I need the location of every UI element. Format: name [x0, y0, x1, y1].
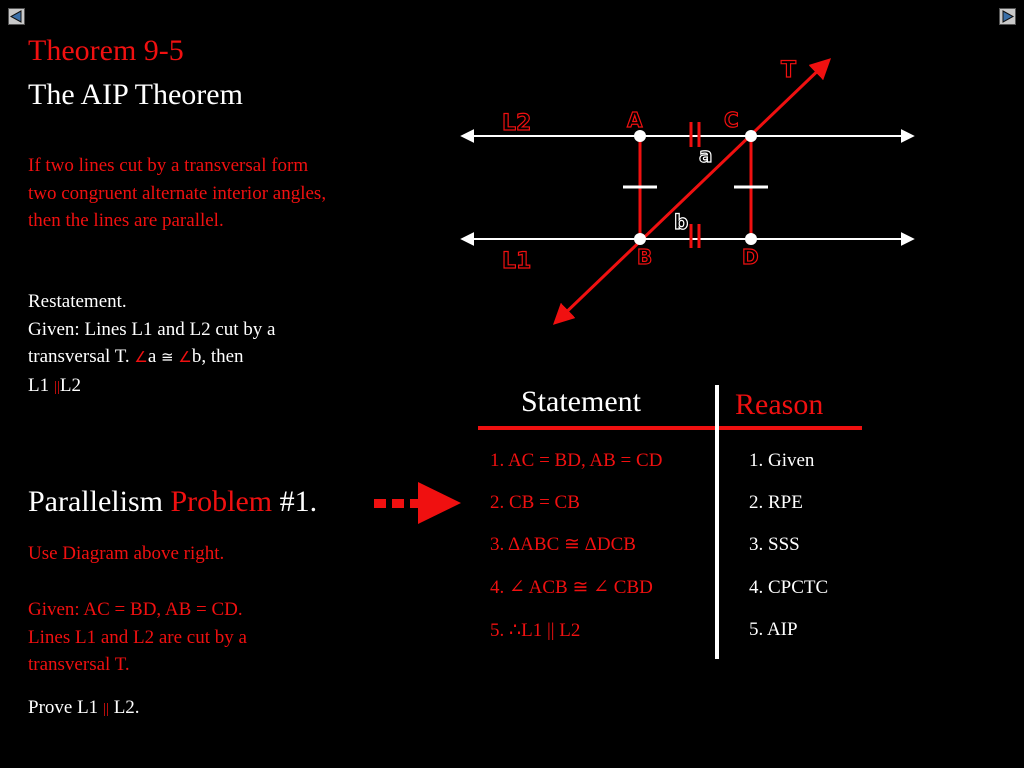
parallel-symbol: ||	[102, 701, 109, 717]
use-diagram-text: Use Diagram above right.	[28, 543, 225, 564]
reason-row-4: 4. CPCTC	[749, 577, 829, 598]
line2-label: L2	[59, 374, 81, 396]
prove-prefix: Prove L1	[28, 697, 99, 718]
transversal-t	[556, 61, 828, 322]
table-header-divider	[478, 426, 862, 430]
label-a: A	[627, 108, 643, 132]
problem-given: Given: AC = BD, AB = CD. Lines L1 and L2 are cut by a transversal T.	[28, 599, 247, 675]
restatement-block	[28, 288, 328, 401]
reason-header: Reason	[735, 388, 824, 421]
restatement-given: Given: Lines L1 and L2 cut by a transversal T.	[28, 318, 276, 367]
reason-row-3: 3. SSS	[749, 534, 800, 555]
point-c	[745, 130, 757, 142]
theorem-name: The AIP Theorem	[28, 78, 243, 111]
problem-title-part2: Problem	[170, 485, 273, 518]
label-l1: L1	[502, 249, 532, 274]
prove-statement	[28, 695, 140, 722]
label-l2: L2	[502, 111, 532, 136]
angle-b-label: b, then	[191, 346, 244, 367]
statement-row-5: 5. ∴L1 || L2	[490, 620, 581, 641]
triangle-left-icon	[9, 9, 24, 24]
label-angle-a: a	[699, 143, 713, 167]
problem-title-part3: #1.	[279, 485, 318, 518]
label-b: B	[637, 245, 653, 269]
prev-slide-button[interactable]	[8, 8, 25, 25]
statement-row-4: 4. ∠ ACB ≅ ∠ CBD	[490, 577, 653, 598]
reason-row-5: 5. AIP	[749, 619, 798, 640]
point-b	[634, 233, 646, 245]
problem-title	[28, 484, 317, 520]
statement-row-1: 1. AC = BD, AB = CD	[490, 450, 663, 471]
statement-row-3: 3. ΔABC ≅ ΔDCB	[490, 534, 636, 555]
parallel-symbol: ||	[53, 378, 60, 395]
reason-row-2: 2. RPE	[749, 492, 803, 513]
arrow-right-icon	[372, 480, 464, 526]
prove-suffix: L2.	[113, 697, 140, 718]
angle-icon: ∠	[134, 348, 148, 366]
theorem-statement: If two lines cut by a transversal form two congruent alternate interior angles, then the lines are parallel.	[28, 155, 327, 231]
label-c: C	[724, 108, 739, 132]
line1-label: L1	[28, 374, 50, 396]
restatement-heading: Restatement.	[28, 291, 127, 312]
angle-icon: ∠	[178, 348, 192, 366]
next-slide-button[interactable]	[999, 8, 1016, 25]
point-d	[745, 233, 757, 245]
problem-title-part1: Parallelism	[28, 485, 163, 518]
statement-row-2: 2. CB = CB	[490, 492, 580, 513]
reason-row-1: 1. Given	[749, 450, 815, 471]
theorem-number: Theorem 9-5	[28, 34, 184, 67]
congruent-symbol: ≅	[161, 348, 174, 366]
angle-a-label: a	[147, 346, 157, 367]
geometry-diagram	[450, 50, 930, 340]
triangle-right-icon	[1000, 9, 1015, 24]
label-t: T	[781, 58, 797, 83]
statement-header: Statement	[521, 385, 641, 418]
label-angle-b: b	[674, 210, 689, 234]
label-d: D	[742, 245, 759, 269]
table-column-divider	[715, 385, 719, 659]
